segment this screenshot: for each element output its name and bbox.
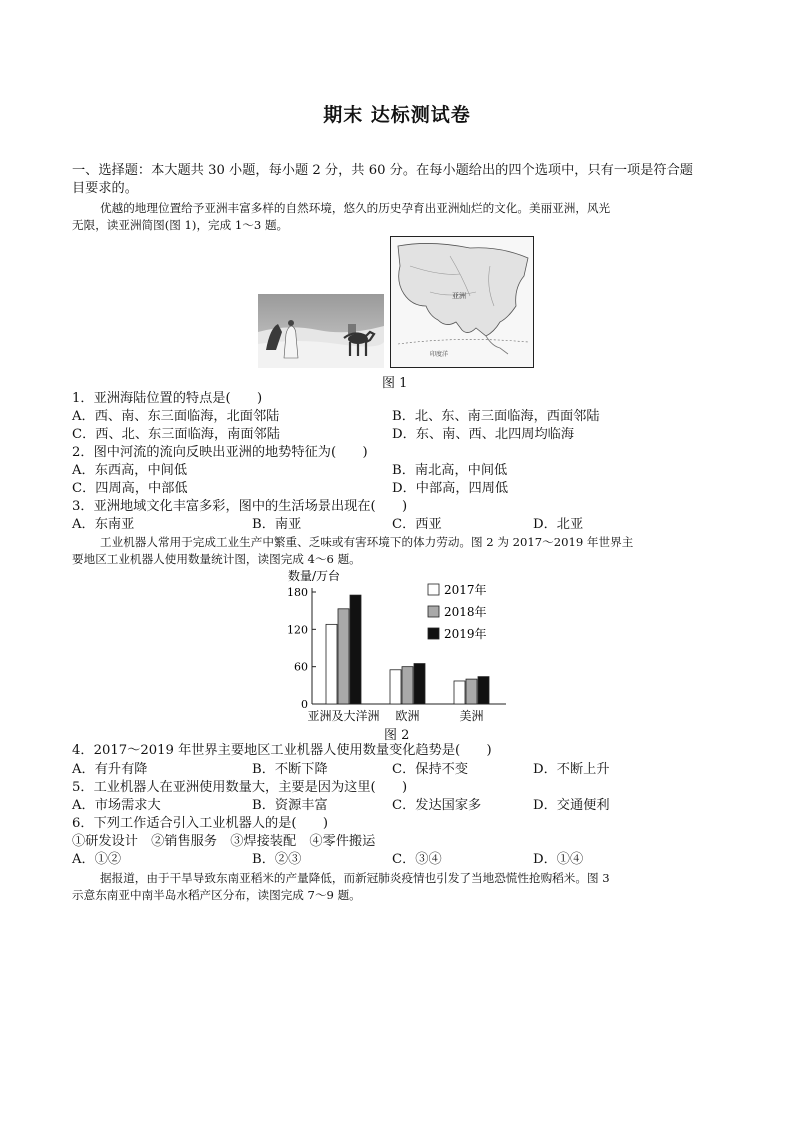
q2-option-b: B．南北高，中间低 bbox=[392, 463, 508, 478]
bar-0-0 bbox=[326, 624, 337, 704]
q2-option-a: A．东西高，中间低 bbox=[72, 463, 188, 478]
intro3-line1: 据报道，由于干旱导致东南亚稻米的产量降低，而新冠肺炎疫情也引发了当地恐慌性抢购稻米。图 3 bbox=[100, 871, 610, 885]
q5-option-d: D．交通便利 bbox=[533, 798, 610, 813]
q3-stem: 3．亚洲地域文化丰富多彩，图中的生活场景出现在( ) bbox=[72, 499, 408, 514]
intro2-line2: 要地区工业机器人使用数量统计图，读图完成 4～6 题。 bbox=[72, 552, 361, 566]
y-tick-label: 0 bbox=[301, 698, 308, 711]
q5-option-c: C．发达国家多 bbox=[392, 798, 482, 813]
intro1-line2: 无限，读亚洲简图(图 1)，完成 1～3 题。 bbox=[72, 218, 289, 232]
legend-label-2: 2019年 bbox=[444, 627, 487, 641]
x-category-label: 美洲 bbox=[459, 709, 484, 723]
bar-1-0 bbox=[390, 670, 401, 704]
q4-stem: 4．2017～2019 年世界主要地区工业机器人使用数量变化趋势是( ) bbox=[72, 743, 492, 758]
q2-option-c: C．四周高，中部低 bbox=[72, 481, 188, 496]
y-tick-label: 180 bbox=[287, 586, 308, 599]
q1-option-b: B．北、东、南三面临海，西面邻陆 bbox=[392, 409, 600, 424]
legend-swatch-1 bbox=[428, 606, 439, 617]
figure-2-caption: 图 2 bbox=[384, 728, 410, 743]
section-heading-line2: 目要求的。 bbox=[72, 181, 138, 196]
desert-camel-photo bbox=[258, 294, 384, 368]
x-category-label: 亚洲及大洋洲 bbox=[307, 709, 380, 723]
intro1-line1: 优越的地理位置给予亚洲丰富多样的自然环境，悠久的历史孕育出亚洲灿烂的文化。美丽亚洲，风光 bbox=[100, 201, 611, 215]
q3-option-c: C．西亚 bbox=[392, 517, 442, 532]
robot-usage-bar-chart bbox=[286, 566, 506, 726]
q6-items: ①研发设计 ②销售服务 ③焊接装配 ④零件搬运 bbox=[72, 834, 376, 849]
page-title: 期末 达标测试卷 bbox=[323, 104, 471, 126]
q3-option-d: D．北亚 bbox=[533, 517, 584, 532]
bar-1-2 bbox=[414, 664, 425, 704]
q6-option-c: C．③④ bbox=[392, 852, 442, 867]
bar-2-2 bbox=[478, 677, 489, 704]
bar-1-1 bbox=[402, 667, 413, 704]
bar-2-1 bbox=[466, 679, 477, 704]
q1-option-d: D．东、南、西、北四周均临海 bbox=[392, 427, 575, 442]
bar-2-0 bbox=[454, 681, 465, 704]
q4-option-c: C．保持不变 bbox=[392, 762, 469, 777]
y-axis-label: 数量/万台 bbox=[288, 569, 341, 583]
x-category-label: 欧洲 bbox=[395, 709, 420, 723]
q2-stem: 2．图中河流的流向反映出亚洲的地势特征为( ) bbox=[72, 445, 368, 460]
q1-option-c: C．西、北、东三面临海，南面邻陆 bbox=[72, 427, 280, 442]
q6-option-d: D．①④ bbox=[533, 852, 584, 867]
y-tick-label: 60 bbox=[294, 660, 308, 674]
q5-option-b: B．资源丰富 bbox=[252, 798, 328, 813]
q5-stem: 5．工业机器人在亚洲使用数量大，主要是因为这里( ) bbox=[72, 780, 408, 795]
intro2-line1: 工业机器人常用于完成工业生产中繁重、乏味或有害环境下的体力劳动。图 2 为 2017～2019 年世界主 bbox=[100, 535, 634, 549]
q3-option-b: B．南亚 bbox=[252, 517, 302, 532]
legend-swatch-2 bbox=[428, 628, 439, 639]
q3-option-a: A．东南亚 bbox=[72, 517, 135, 532]
section-heading-line1: 一、选择题：本大题共 30 小题，每小题 2 分，共 60 分。在每小题给出的四个选项中，只有一项是符合题 bbox=[72, 163, 693, 178]
q4-option-d: D．不断上升 bbox=[533, 762, 610, 777]
q6-option-b: B．②③ bbox=[252, 852, 302, 867]
intro3-line2: 示意东南亚中南半岛水稻产区分布，读图完成 7～9 题。 bbox=[72, 888, 361, 902]
q1-stem: 1．亚洲海陆位置的特点是( ) bbox=[72, 391, 263, 406]
q2-option-d: D．中部高，四周低 bbox=[392, 481, 509, 496]
q5-option-a: A．市场需求大 bbox=[72, 798, 161, 813]
q6-stem: 6．下列工作适合引入工业机器人的是( ) bbox=[72, 816, 329, 831]
q1-option-a: A．西、南、东三面临海，北面邻陆 bbox=[72, 409, 280, 424]
bar-0-2 bbox=[350, 595, 361, 704]
q4-option-b: B．不断下降 bbox=[252, 762, 328, 777]
asia-label: 亚洲 bbox=[452, 292, 466, 300]
bar-0-1 bbox=[338, 609, 349, 704]
indian-ocean-label: 印度洋 bbox=[430, 351, 449, 358]
y-tick-label: 120 bbox=[287, 623, 308, 637]
legend-swatch-0 bbox=[428, 584, 439, 595]
q6-option-a: A．①② bbox=[72, 852, 122, 867]
q4-option-a: A．有升有降 bbox=[72, 762, 148, 777]
legend-label-0: 2017年 bbox=[444, 583, 487, 597]
asia-map bbox=[390, 236, 534, 368]
figure-1-caption: 图 1 bbox=[382, 376, 408, 391]
legend-label-1: 2018年 bbox=[444, 605, 487, 619]
